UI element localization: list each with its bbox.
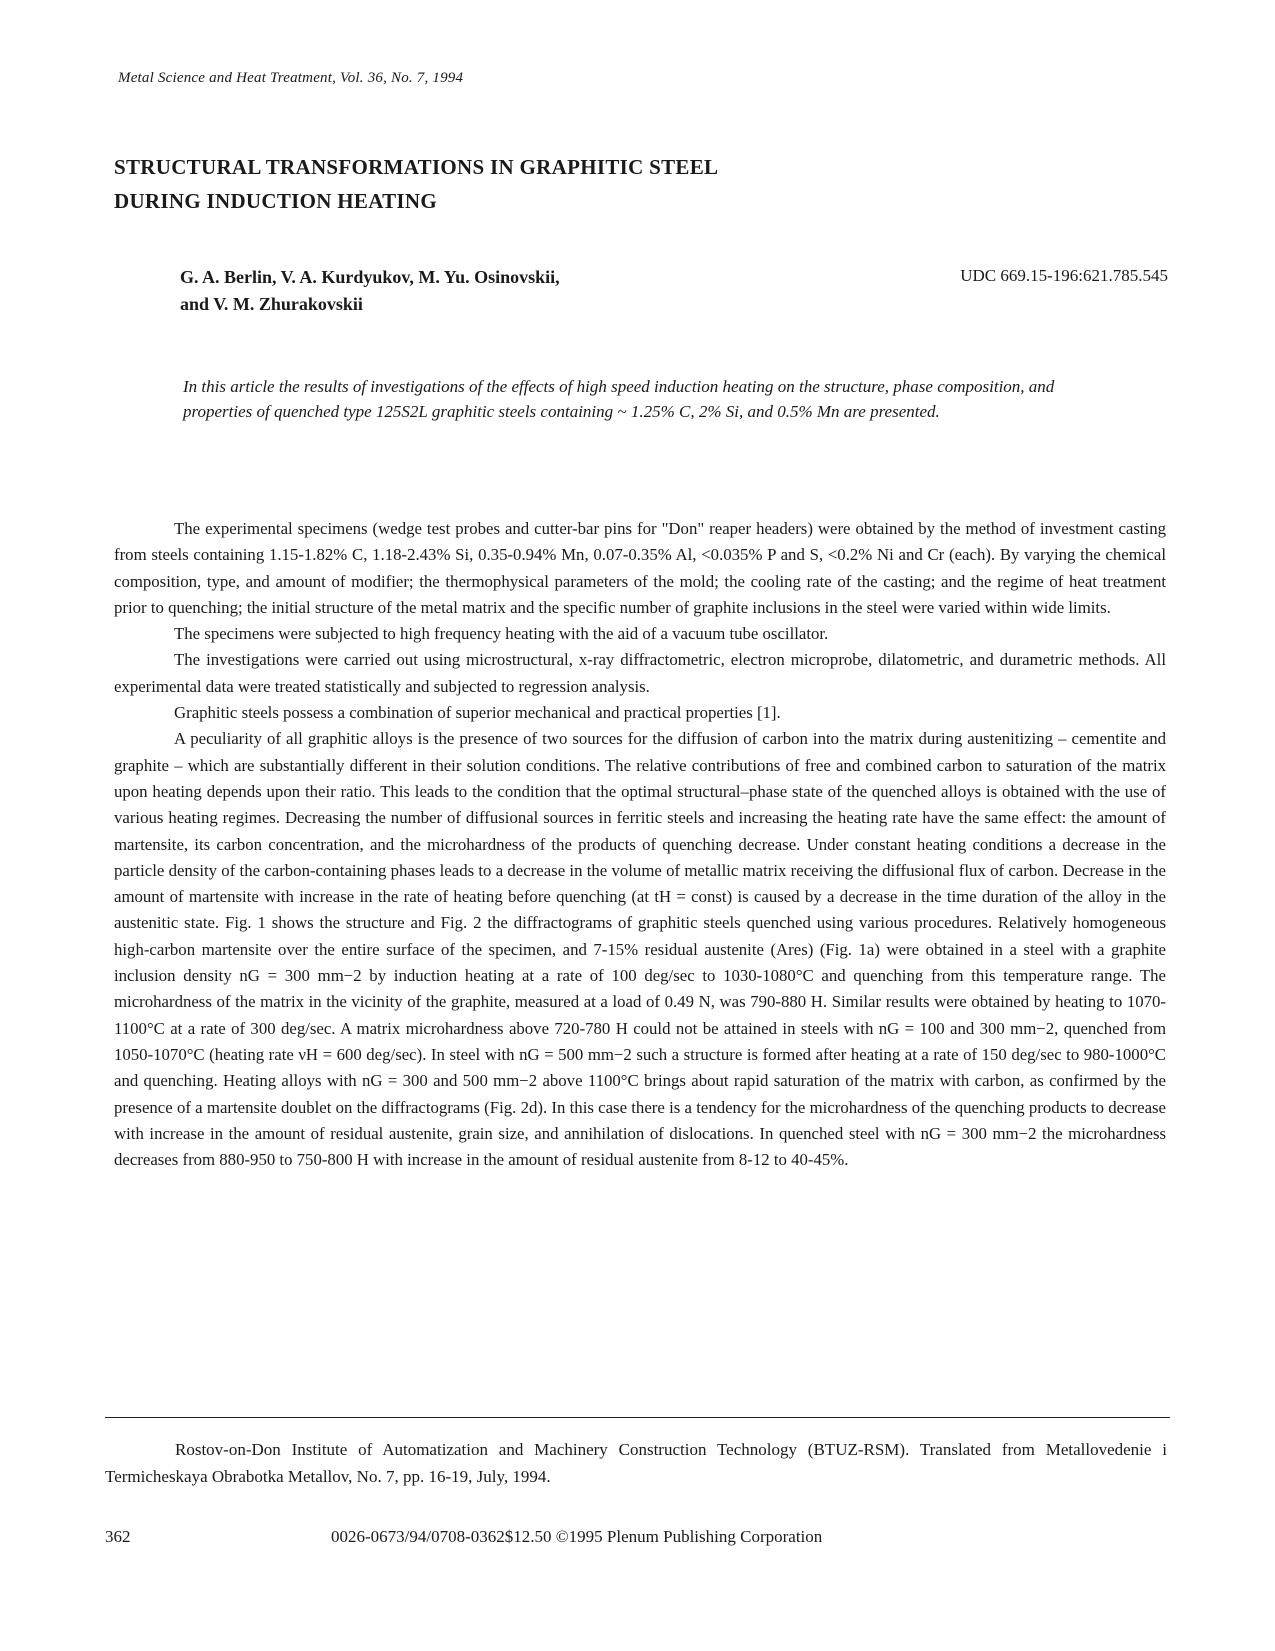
udc-code: UDC 669.15-196:621.785.545 xyxy=(960,266,1168,285)
title-line-2: DURING INDUCTION HEATING xyxy=(114,189,438,213)
affiliation-text: Rostov-on-Don Institute of Automatization and Machinery Construction Technology (BTUZ-RSM). Translated from Metallovedenie i Termicheskaya Obrabotka Metallov, No. 7, pp. 16-19, July, 1994. xyxy=(105,1440,1167,1486)
paragraph: Graphitic steels possess a combination of superior mechanical and practical properties [1]. xyxy=(174,703,781,723)
article-title xyxy=(114,150,874,218)
copyright-line: 0026-0673/94/0708-0362$12.50 ©1995 Plenum Publishing Corporation xyxy=(331,1527,823,1546)
footnote-divider xyxy=(105,1417,1170,1418)
body-text xyxy=(114,516,1166,1173)
paragraph: The investigations were carried out using microstructural, x-ray diffractometric, electron microprobe, dilatometric, and durametric methods. All experimental data were treated statistically and subjected to regression analysis. xyxy=(114,650,1166,696)
authors-line-2: and V. M. Zhurakovskii xyxy=(180,294,363,314)
affiliation-footnote xyxy=(105,1436,1167,1490)
paragraph: The specimens were subjected to high frequency heating with the aid of a vacuum tube oscillator. xyxy=(174,624,829,644)
authors-line-1: G. A. Berlin, V. A. Kurdyukov, M. Yu. Osinovskii, xyxy=(180,267,560,287)
journal-citation: Metal Science and Heat Treatment, Vol. 36, No. 7, 1994 xyxy=(118,70,464,86)
abstract: In this article the results of investigations of the effects of high speed induction heating on the structure, phase composition, and properties of quenched type 125S2L graphitic steels containing ~ 1.25% C, 2% Si, and 0.5% Mn are presented. xyxy=(183,377,1055,421)
paragraph: A peculiarity of all graphitic alloys is the presence of two sources for the diffusion of carbon into the matrix during austenitizing – cementite and graphite – which are substantially different in their solution conditions. The relative contributions of free and combined carbon to saturation of the matrix upon heating depends upon their ratio. This leads to the condition that the optimal structural–phase state of the quenched alloys is obtained with the use of various heating regimes. Decreasing the number of diffusional sources in ferritic steels and increasing the heating rate have the same effect: the amount of martensite, its carbon concentration, and the microhardness of the products of quenching decrease. Under constant heating conditions a decrease in the particle density of the carbon-containing phases leads to a decrease in the volume of metallic matrix receiving the diffusional flux of carbon. Decrease in the amount of martensite with increase in the rate of heating before quenching (at tH = const) is caused by a decrease in the time duration of the alloy in the austenitic state. Fig. 1 shows the structure and Fig. 2 the diffractograms of graphitic steels quenched using various procedures. Relatively homogeneous high-carbon martensite over the entire surface of the specimen, and 7-15% residual austenite (Ares) (Fig. 1a) were obtained in a steel with a graphite inclusion density nG = 300 mm−2 by induction heating at a rate of 100 deg/sec to 1030-1080°C and quenching from this temperature range. The microhardness of the matrix in the vicinity of the graphite, measured at a load of 0.49 N, was 790-880 H. Similar results were obtained by heating to 1070-1100°C at a rate of 300 deg/sec. A matrix microhardness above 720-780 H could not be attained in steels with nG = 100 and 300 mm−2, quenched from 1050-1070°C (heating rate νH = 600 deg/sec). In steel with nG = 500 mm−2 such a structure is formed after heating at a rate of 150 deg/sec to 980-1000°C and quenching. Heating alloys with nG = 300 and 500 mm−2 above 1100°C brings about rapid saturation of the matrix with carbon, as confirmed by the presence of a martensite doublet on the diffractograms (Fig. 2d). In this case there is a tendency for the microhardness of the quenching products to decrease with increase in the amount of residual austenite, grain size, and annihilation of dislocations. In quenched steel with nG = 300 mm−2 the microhardness decreases from 880-950 to 750-800 H with increase in the amount of residual austenite from 8-12 to 40-45%. xyxy=(114,729,1166,1170)
paragraph: The experimental specimens (wedge test probes and cutter-bar pins for "Don" reaper headers) were obtained by the method of investment casting from steels containing 1.15-1.82% C, 1.18-2.43% Si, 0.35-0.94% Mn, 0.07-0.35% Al, <0.035% P and S, <0.2% Ni and Cr (each). By varying the chemical composition, type, and amount of modifier; the thermophysical parameters of the mold; the cooling rate of the casting; and the regime of heat treatment prior to quenching; the initial structure of the metal matrix and the specific number of graphite inclusions in the steel were varied within wide limits. xyxy=(114,519,1166,617)
title-line-1: STRUCTURAL TRANSFORMATIONS IN GRAPHITIC STEEL xyxy=(114,155,719,179)
authors xyxy=(180,264,800,318)
page-number: 362 xyxy=(105,1527,131,1546)
